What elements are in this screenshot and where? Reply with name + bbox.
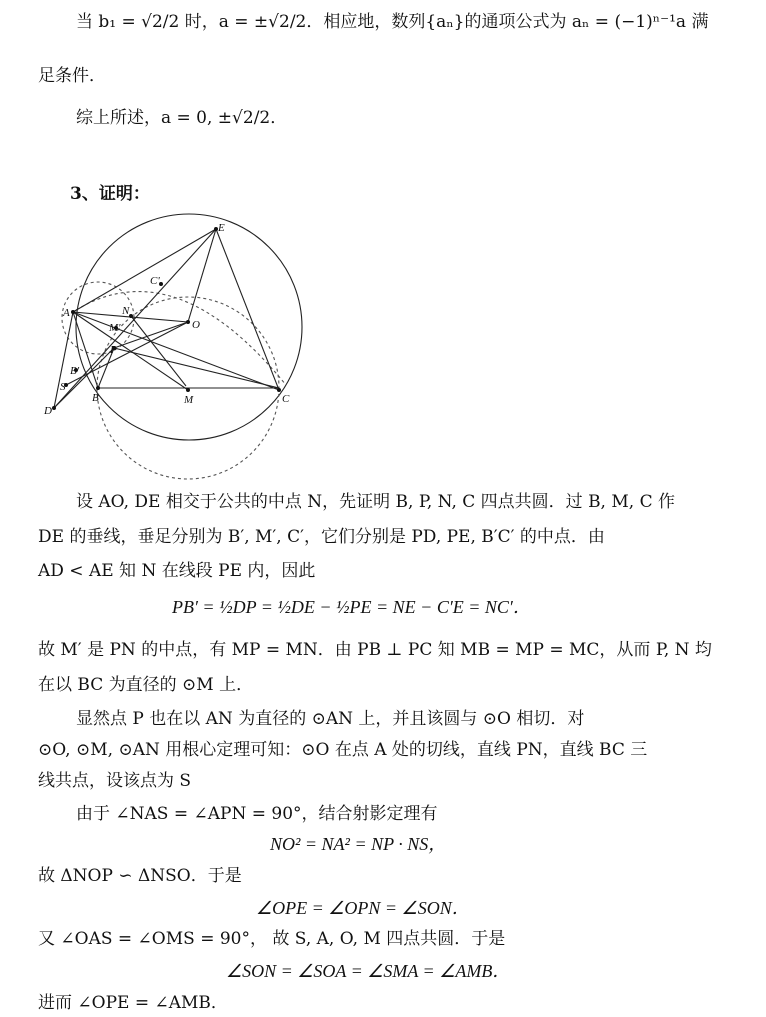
proof-line-3: AD < AE 知 N 在线段 PE 内，因此: [38, 561, 316, 581]
proof-line-12: 进而 ∠OPE = ∠AMB．: [38, 993, 228, 1013]
label-p: P: [110, 344, 117, 356]
label-m: M: [184, 394, 194, 406]
proof-line-8: 线共点，设该点为 S: [38, 771, 192, 791]
equation-4: ∠SON = ∠SOA = ∠SMA = ∠AMB．: [226, 961, 511, 981]
proof-line-5: 在以 BC 为直径的 ⊙M 上．: [38, 675, 254, 695]
label-s: S: [60, 381, 66, 393]
proof-line-10: 故 ΔNOP ∽ ΔNSO．于是: [38, 866, 242, 886]
proof-line-1: 设 AO, DE 相交于公共的中点 N，先证明 B, P, N, C 四点共圆．过 B, M, C 作: [76, 492, 675, 512]
equation-2: NO² = NA² = NP · NS，: [270, 834, 447, 854]
geometry-figure: [36, 210, 366, 480]
proof-line-2: DE 的垂线，垂足分别为 B′, M′, C′，它们分别是 PD, PE, B′C′ 的中点．由: [38, 527, 605, 547]
text-line-3: 综上所述，a = 0, ±√2/2．: [76, 108, 288, 128]
equation-1: PB′ = ½DP = ½DE − ½PE = NE − C′E = NC′．: [172, 597, 531, 617]
label-d: D: [44, 405, 52, 417]
proof-line-11: 又 ∠OAS = ∠OMS = 90°， 故 S, A, O, M 四点共圆．于是: [38, 929, 506, 949]
label-n: N: [122, 305, 130, 317]
label-e: E: [218, 222, 225, 234]
text-line-2: 足条件．: [38, 66, 106, 86]
label-c-prime: C': [150, 275, 160, 287]
proof-line-9: 由于 ∠NAS = ∠APN = 90°，结合射影定理有: [76, 804, 438, 824]
label-c: C: [282, 393, 290, 405]
label-a: A: [63, 307, 70, 319]
label-b-prime: B': [70, 365, 80, 377]
label-m-prime: M': [109, 322, 121, 334]
proof-line-4: 故 M′ 是 PN 的中点，有 MP = MN．由 PB ⊥ PC 知 MB = MP = MC，从而 P, N 均: [38, 640, 712, 660]
proof-line-7: ⊙O, ⊙M, ⊙AN 用根心定理可知：⊙O 在点 A 处的切线，直线 PN，直线 BC 三: [38, 740, 648, 760]
equation-3: ∠OPE = ∠OPN = ∠SON．: [256, 898, 470, 918]
text-line-1: 当 b₁ = √2/2 时，a = ±√2/2．相应地，数列{aₙ}的通项公式为 aₙ = (−1)ⁿ⁻¹a 满: [76, 12, 709, 32]
arc-dashed: [76, 292, 286, 385]
label-b: B: [92, 392, 99, 404]
label-o: O: [192, 319, 200, 331]
proof-line-6: 显然点 P 也在以 AN 为直径的 ⊙AN 上，并且该圆与 ⊙O 相切．对: [76, 709, 585, 729]
section-heading: 3、证明：: [70, 184, 150, 204]
